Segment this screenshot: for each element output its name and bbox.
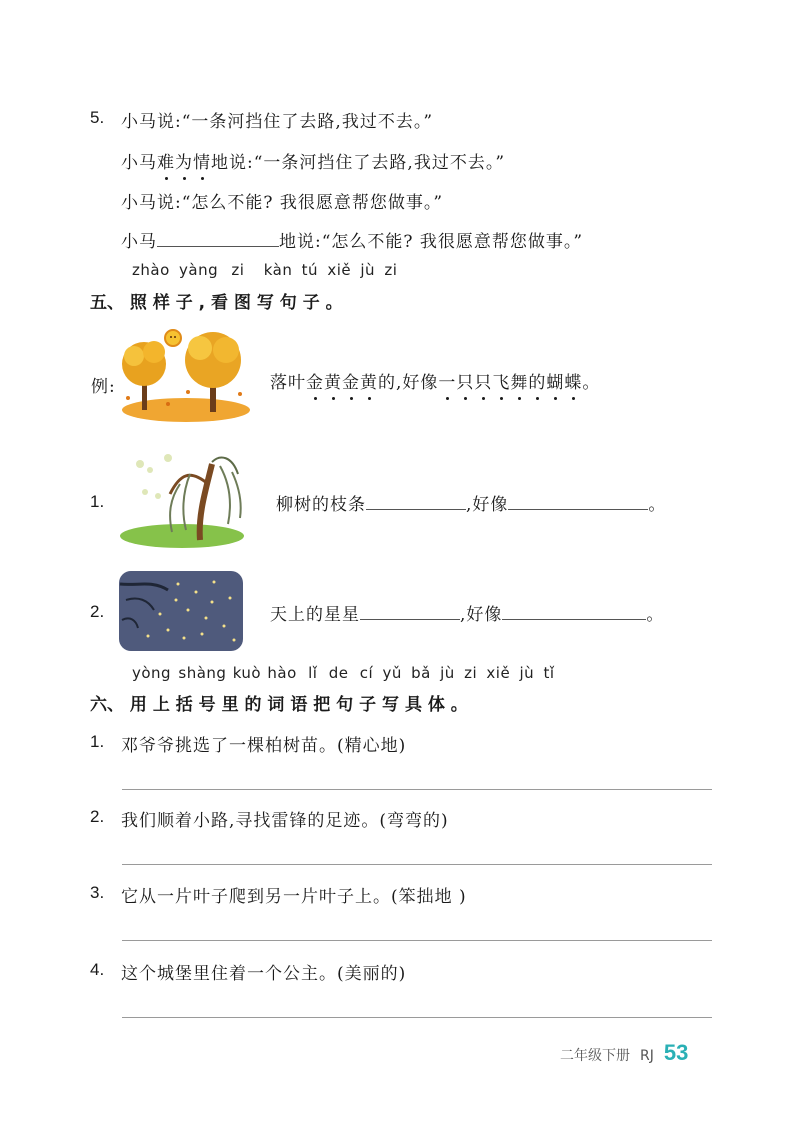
- emphasis-char: 舞: [510, 373, 529, 393]
- emphasis-char: 难: [157, 153, 175, 173]
- section5-pinyin: [132, 261, 397, 279]
- q5-line-4: [121, 227, 583, 252]
- emphasis-char: 为: [175, 153, 193, 173]
- s6-item1-answer-line[interactable]: [122, 789, 712, 790]
- pinyin-syllable: kuò: [232, 664, 262, 682]
- s5-item2-blank-1[interactable]: [360, 601, 460, 620]
- q5-line-3: 小马说:“怎么不能? 我很愿意帮您做事。”: [121, 193, 444, 213]
- s5-item2-blank-2[interactable]: [502, 601, 646, 620]
- pinyin-syllable: shàng: [178, 664, 227, 682]
- willow-tree-illustration: [120, 444, 248, 548]
- page-number: 53: [663, 1040, 689, 1065]
- s5-item2-number: 2.: [90, 602, 105, 621]
- pinyin-syllable: zi: [384, 261, 398, 279]
- s5-item1-blank-2[interactable]: [508, 491, 648, 510]
- s6-item3-answer-line[interactable]: [122, 940, 712, 941]
- q5-line-4-prefix: 小马: [121, 232, 157, 252]
- s6-item2-text: 我们顺着小路,寻找雷锋的足迹。(弯弯的): [121, 811, 449, 831]
- pinyin-syllable: jù: [519, 664, 535, 682]
- example-end: 。: [582, 373, 601, 393]
- pinyin-syllable: xiě: [486, 664, 511, 682]
- pinyin-syllable: yòng: [132, 664, 172, 682]
- edition-label: RJ: [640, 1048, 654, 1064]
- page-footer: [560, 1040, 688, 1066]
- s6-item2-answer-line[interactable]: [122, 864, 712, 865]
- s6-item1-text: 邓爷爷挑选了一棵柏树苗。(精心地): [121, 736, 407, 756]
- pinyin-syllable: zi: [464, 664, 478, 682]
- pinyin-syllable: de: [328, 664, 349, 682]
- pinyin-syllable: yǔ: [382, 664, 402, 682]
- pinyin-syllable: zi: [231, 261, 245, 279]
- s5-item1-text: 柳树的枝条: [276, 495, 366, 515]
- q5-fill-blank[interactable]: [157, 228, 279, 247]
- q5-line-2-emphasis: [157, 153, 211, 173]
- pinyin-syllable: cí: [359, 664, 374, 682]
- pinyin-syllable: tǐ: [543, 664, 555, 682]
- s5-item2-sentence: [270, 600, 664, 625]
- s5-item1-sentence: [276, 490, 666, 515]
- q5-line-2-rest: 地说:“一条河挡住了去路,我过不去。”: [211, 153, 506, 173]
- emphasis-char: 蝶: [564, 373, 583, 393]
- s5-item2-end: 。: [646, 605, 665, 625]
- q5-line-4-rest: 地说:“怎么不能? 我很愿意帮您做事。”: [279, 232, 584, 252]
- s5-item2-text: 天上的星星: [270, 605, 360, 625]
- emphasis-char: 蝴: [546, 373, 565, 393]
- s6-item4-answer-line[interactable]: [122, 1017, 712, 1018]
- s5-item1-text-2: ,好像: [466, 495, 509, 515]
- section6-pinyin: [132, 664, 555, 682]
- s5-item1-end: 。: [648, 495, 667, 515]
- pinyin-syllable: jù: [360, 261, 376, 279]
- pinyin-syllable: hào: [267, 664, 297, 682]
- q5-line-2-prefix: 小马: [121, 153, 157, 173]
- pinyin-syllable: bǎ: [411, 664, 431, 682]
- starry-sky-illustration: [118, 570, 244, 652]
- s6-item3-number: 3.: [90, 883, 105, 902]
- emphasis-char: 的: [528, 373, 547, 393]
- example-sentence: [270, 368, 600, 393]
- q5-line-1: 小马说:“一条河挡住了去路,我过不去。”: [121, 112, 434, 132]
- example-emphasis-2: [438, 373, 582, 393]
- s5-item2-text-2: ,好像: [460, 605, 503, 625]
- pinyin-syllable: zhào: [132, 261, 170, 279]
- pinyin-syllable: jù: [440, 664, 455, 682]
- pinyin-syllable: kàn: [263, 261, 293, 279]
- s6-item4-number: 4.: [90, 960, 105, 979]
- q5-line-2: [121, 148, 505, 173]
- pinyin-syllable: tú: [301, 261, 319, 279]
- s5-item1-blank-1[interactable]: [366, 491, 466, 510]
- example-emphasis-1: [306, 373, 378, 393]
- emphasis-char: 情: [193, 153, 211, 173]
- emphasis-char: 黄: [360, 373, 378, 393]
- emphasis-char: 只: [456, 373, 475, 393]
- emphasis-char: 飞: [492, 373, 511, 393]
- pinyin-syllable: xiě: [327, 261, 352, 279]
- emphasis-char: 黄: [324, 373, 342, 393]
- s6-item2-number: 2.: [90, 807, 105, 826]
- emphasis-char: 金: [306, 373, 324, 393]
- example-label: 例:: [91, 377, 116, 397]
- s6-item3-text: 它从一片叶子爬到另一片叶子上。(笨拙地 ): [121, 887, 467, 907]
- pinyin-syllable: lǐ: [308, 664, 318, 682]
- s6-item4-text: 这个城堡里住着一个公主。(美丽的): [121, 964, 407, 984]
- autumn-trees-illustration: [118, 326, 254, 422]
- emphasis-char: 一: [438, 373, 457, 393]
- example-prefix: 落叶: [270, 373, 306, 393]
- s5-item1-number: 1.: [90, 492, 105, 511]
- emphasis-char: 金: [342, 373, 360, 393]
- q5-number: 5.: [90, 108, 105, 127]
- grade-label: 二年级下册: [560, 1048, 630, 1064]
- pinyin-syllable: yàng: [179, 261, 219, 279]
- section5-title: 五、 照 样 子 , 看 图 写 句 子 。: [90, 293, 343, 313]
- s6-item1-number: 1.: [90, 732, 105, 751]
- example-mid: 的,好像: [378, 373, 439, 393]
- emphasis-char: 只: [474, 373, 493, 393]
- section6-title: 六、 用 上 括 号 里 的 词 语 把 句 子 写 具 体 。: [90, 695, 468, 715]
